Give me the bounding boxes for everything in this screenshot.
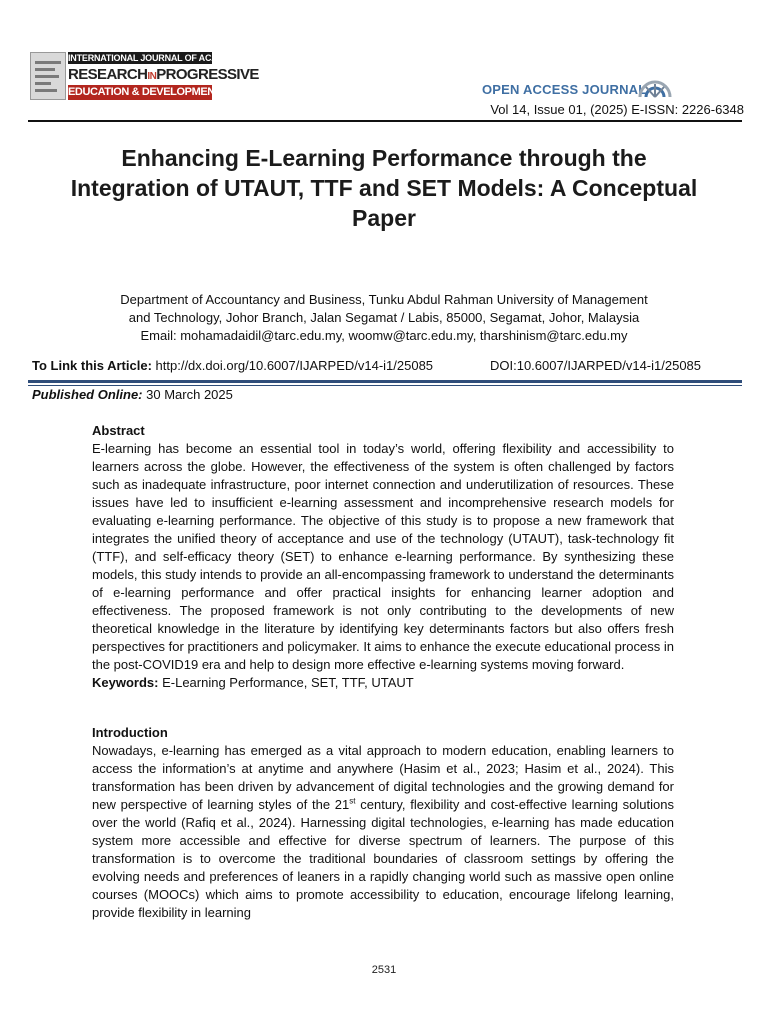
- paper-title: Enhancing E-Learning Performance through the Integration of UTAUT, TTF and SET Models: A Conceptual Paper: [70, 145, 698, 231]
- affiliation-line-1: Department of Accountancy and Business, Tunku Abdul Rahman University of Management: [120, 292, 648, 307]
- published-label: Published Online:: [32, 387, 143, 402]
- published-online: [32, 387, 233, 402]
- article-link-line: [32, 358, 738, 373]
- introduction-section: [92, 724, 674, 922]
- logo-line-1: INTERNATIONAL JOURNAL OF ACADEMIC: [68, 53, 246, 63]
- author-emails: Email: mohamadaidil@tarc.edu.my, woomw@tarc.edu.my, tharshinism@tarc.edu.my: [140, 328, 628, 343]
- logo-line-2: RESEARCHINPROGRESSIVE: [68, 66, 259, 83]
- keywords-label: Keywords:: [92, 675, 159, 690]
- abstract-text: E-learning has become an essential tool in today’s world, offering flexibility and accessibility to learners across the globe. However, the effectiveness of the system is often challenged by factors such as inadequate infrastructure, poor internet connection and underutilization of resources. These issues have led to insufficient e-learning assessment and incomprehensive research models for evaluating e-learning performance. The objective of this study is to propose a new framework that integrates the unified theory of acceptance and use of the technology (UTAUT), task-technology fit (TTF), and self-efficacy theory (SET) to enhance e-learning performance. By synthesizing these models, this study intends to provide an all-encompassing framework to understand the determinants of e-learning performance and offer practical insights for enhancing learner adoption and effectiveness. The proposed framework is not only contributing to the developments of new theoretical knowledge in the literature by identifying key determinants factors but also offers fresh perspectives for practitioners and policymaker. It aims to enhance the execute educational process in the post-COVID19 era and help to design more effective e-learning systems moving forward.: [92, 441, 674, 672]
- open-access-label: OPEN ACCESS JOURNAL: [482, 82, 647, 97]
- abstract-section: [92, 422, 674, 692]
- author-affiliation: [40, 291, 728, 345]
- abstract-heading: Abstract: [92, 423, 145, 438]
- logo-line-3: EDUCATION & DEVELOPMENT: [68, 86, 222, 98]
- open-access-arc-icon: [638, 80, 672, 98]
- volume-issue-info: Vol 14, Issue 01, (2025) E-ISSN: 2226-6348: [490, 102, 744, 117]
- affiliation-line-2: and Technology, Johor Branch, Jalan Segamat / Labis, 85000, Segamat, Johor, Malaysia: [128, 310, 640, 325]
- journal-cover-icon: [30, 52, 66, 100]
- journal-header: [0, 0, 768, 120]
- published-date: 30 March 2025: [146, 387, 233, 402]
- header-divider: [28, 120, 742, 122]
- introduction-text: Nowadays, e-learning has emerged as a vital approach to modern education, enabling learners to access the information’s at anytime and anywhere (Hasim et al., 2023; Hasim et al., 2024). This transformation has been driven by advancement of digital technologies and the growing demand for new perspective of learning styles of the 21st century, flexibility and cost-effective learning solutions over the world (Rafiq et al., 2024). Harnessing digital technologies, e-learning has made education system more accessible and effective for diverse spectrum of learners. The purpose of this transformation is to overcome the traditional boundaries of classroom settings by offering the evolving needs and preferences of leaners in a rapidly changing world such as massive open online courses (MOOCs) which aims to promote accessibility to education, encourage lifelong learning, provide flexibility in learning: [92, 743, 674, 920]
- keywords-list: E-Learning Performance, SET, TTF, UTAUT: [162, 675, 414, 690]
- open-access-badge: [482, 80, 646, 100]
- link-label: To Link this Article:: [32, 358, 152, 373]
- introduction-heading: Introduction: [92, 725, 168, 740]
- journal-logo: [30, 52, 259, 100]
- keywords: [92, 674, 674, 692]
- doi-text[interactable]: DOI:10.6007/IJARPED/v14-i1/25085: [490, 358, 702, 373]
- page-number: 2531: [371, 964, 397, 976]
- article-link[interactable]: http://dx.doi.org/10.6007/IJARPED/v14-i1/25085: [155, 358, 434, 373]
- link-divider: [28, 380, 742, 386]
